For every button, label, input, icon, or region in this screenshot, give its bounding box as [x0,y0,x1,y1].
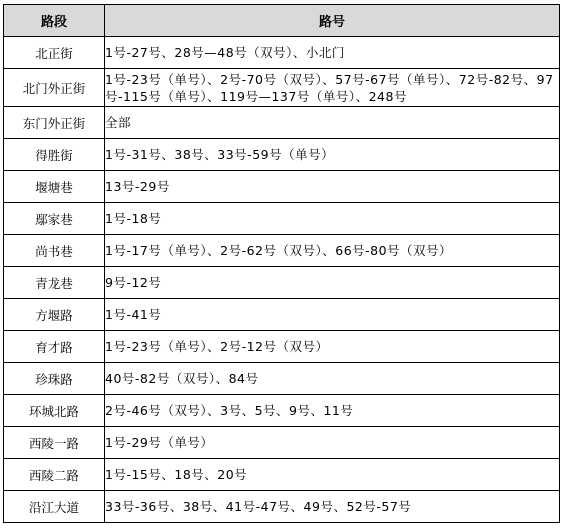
road-name-cell: 东门外正街 [4,107,105,139]
table-header-row [4,5,560,37]
table-row [4,139,560,171]
road-name-cell: 西陵二路 [4,459,105,491]
road-name-cell: 北门外正街 [4,69,105,107]
header-road-section: 路段 [4,5,105,37]
road-name-cell: 方堰路 [4,299,105,331]
road-range-cell: 1号-18号 [105,203,560,235]
table-row [4,203,560,235]
table-row [4,299,560,331]
road-range-cell: 33号-36号、38号、41号-47号、49号、52号-57号 [105,491,560,523]
table-row [4,459,560,491]
road-name-cell: 堰塘巷 [4,171,105,203]
table-row [4,107,560,139]
road-name-cell: 尚书巷 [4,235,105,267]
road-name-cell: 青龙巷 [4,267,105,299]
road-range-cell: 1号-29号（单号） [105,427,560,459]
table-row [4,395,560,427]
road-name-cell: 鄢家巷 [4,203,105,235]
road-name-cell: 育才路 [4,331,105,363]
road-range-cell: 2号-46号（双号）、3号、5号、9号、11号 [105,395,560,427]
table-row [4,427,560,459]
road-range-cell: 1号-31号、38号、33号-59号（单号） [105,139,560,171]
road-range-cell: 1号-23号（单号）、2号-12号（双号） [105,331,560,363]
road-range-cell: 1号-41号 [105,299,560,331]
table-row [4,363,560,395]
road-name-cell: 环城北路 [4,395,105,427]
table-row [4,37,560,69]
road-range-cell: 13号-29号 [105,171,560,203]
road-range-cell: 全部 [105,107,560,139]
street-range-table [3,4,560,523]
table-row [4,171,560,203]
table-row [4,69,560,107]
table-row [4,235,560,267]
road-name-cell: 得胜街 [4,139,105,171]
road-name-cell: 北正街 [4,37,105,69]
table-row [4,331,560,363]
road-name-cell: 西陵一路 [4,427,105,459]
road-name-cell: 珍珠路 [4,363,105,395]
table-row [4,491,560,523]
road-range-cell: 1号-23号（单号）、2号-70号（双号）、57号-67号（单号）、72号-82号、97号-115号（单号）、119号—137号（单号）、248号 [105,69,560,107]
header-road-number: 路号 [105,5,560,37]
road-range-cell: 40号-82号（双号）、84号 [105,363,560,395]
road-range-cell: 1号-17号（单号）、2号-62号（双号）、66号-80号（双号） [105,235,560,267]
road-range-cell: 1号-27号、28号—48号（双号）、小北门 [105,37,560,69]
road-range-cell: 9号-12号 [105,267,560,299]
road-range-cell: 1号-15号、18号、20号 [105,459,560,491]
table-row [4,267,560,299]
road-name-cell: 沿江大道 [4,491,105,523]
